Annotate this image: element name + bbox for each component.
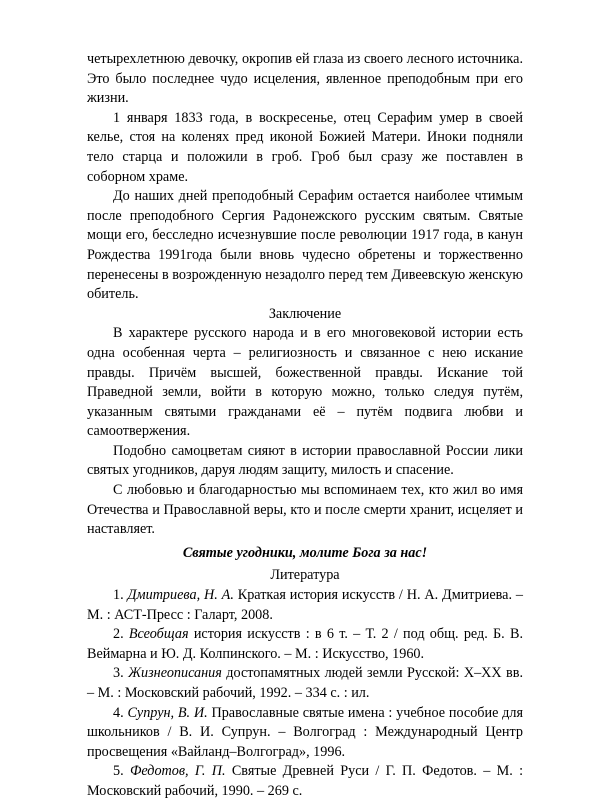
reference-author: Супрун, В. И. bbox=[127, 704, 208, 721]
literature-heading: Литература bbox=[270, 567, 340, 584]
motto: Святые угодники, молите Бога за нас! bbox=[182, 544, 428, 561]
paragraph-relics: До наших дней преподобный Серафим остается наиболее чтимым после преподобного Сергия Радонежского русским святым. Святые мощи его, бесследно исчезнувшие после революции 1917 года, в канун Рождества 1991года были вновь чудесно обретены и торжественно перенесены в возрожденную незадолго перед тем Дивеевскую женскую обитель. bbox=[87, 188, 523, 303]
reference-item bbox=[87, 586, 523, 625]
reference-author: Федотов, Г. П. bbox=[129, 763, 226, 780]
reference-details: Православные святые имена : учебное пособие для школьников / В. И. Супрун. – Волгоград : Международный Центр просвещения «Вайланд–Волгоград», 1996. bbox=[87, 704, 524, 760]
reference-number: 3. bbox=[113, 665, 124, 682]
reference-author: Дмитриева, Н. А. bbox=[127, 587, 234, 604]
paragraph-death: 1 января 1833 года, в воскресенье, отец Серафим умер в своей келье, стоя на коленях пред иконой Божией Матери. Иноки подняли тело старца и положили в гроб. Гроб был сразу же поставлен в соборном храме. bbox=[87, 109, 523, 185]
reference-author: Всеобщая bbox=[128, 626, 189, 643]
conclusion-heading: Заключение bbox=[268, 305, 342, 322]
reference-number: 2. bbox=[113, 626, 124, 643]
reference-details: достопамятных людей земли Русской: Х–ХХ вв. – М. : Московский рабочий, 1992. – 334 с. : ил. bbox=[87, 665, 524, 701]
conclusion-paragraph-1: В характере русского народа и в его многовековой истории есть одна особенная черта – религиозность и связанное с нею искание правды. Причём высшей, божественной правды. Искание той Праведной земли, войти в которую можно, только следуя путём, указанным святыми гражданами её – путём подвига любви и самоотвержения. bbox=[87, 325, 523, 440]
reference-item bbox=[87, 762, 523, 801]
paragraph-continuation: четырехлетнюю девочку, окропив ей глаза из своего лесного источника. Это было последнее чудо исцеления, явленное преподобным при его жизни. bbox=[87, 51, 523, 107]
reference-details: Святые Древней Руси / Г. П. Федотов. – М. : Московский рабочий, 1990. – 269 с. bbox=[87, 763, 524, 799]
reference-number: 1. bbox=[113, 587, 124, 604]
reference-number: 5. bbox=[113, 763, 124, 780]
reference-item bbox=[87, 704, 523, 763]
reference-author: Жизнеописания bbox=[128, 665, 222, 682]
reference-item bbox=[87, 664, 523, 703]
reference-number: 4. bbox=[113, 704, 124, 721]
reference-details: история искусств : в 6 т. – Т. 2 / под общ. ред. Б. В. Веймарна и Ю. Д. Колпинского. – М. : Искусство, 1960. bbox=[87, 626, 523, 662]
conclusion-paragraph-3: С любовью и благодарностью мы вспоминаем тех, кто жил во имя Отечества и Православной веры, кто и после смерти хранит, исцеляет и наставляет. bbox=[87, 482, 523, 538]
reference-item bbox=[87, 625, 523, 664]
page-content bbox=[87, 50, 523, 802]
reference-details: Краткая история искусств / Н. А. Дмитриева. – М. : АСТ-Пресс : Галарт, 2008. bbox=[87, 587, 523, 623]
conclusion-paragraph-2: Подобно самоцветам сияют в истории православной России лики святых угодников, даруя людям защиту, милость и спасение. bbox=[87, 442, 523, 479]
